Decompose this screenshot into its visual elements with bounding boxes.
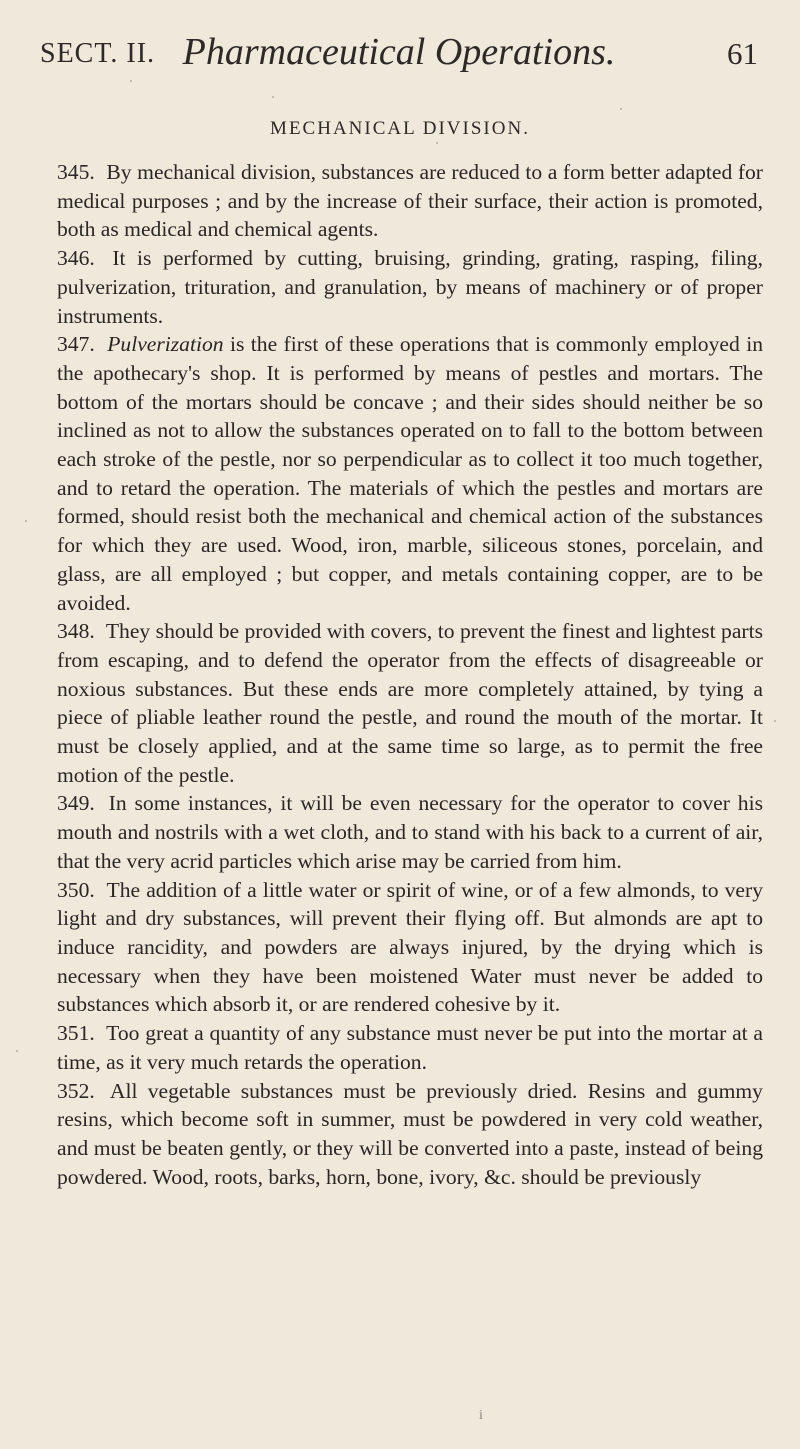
paper-speck (436, 142, 438, 144)
paragraph-348 (57, 617, 763, 789)
paper-speck (16, 1050, 18, 1052)
paragraph-text: is the first of these operations that is commonly employed in the apothecary's shop. It is performed by means of pestles and mortars. The bottom of the mortars should be concave ; and their sides should neither be so inclined as not to allow the substances operated on to fall to the bottom between each stroke of the pestle, nor so perpendicular as to collect it too much together, and to retard the operation. The materials of which the pestles and mortars are formed, should resist both the mechanical and chemical action of the substances for which they are used. Wood, iron, marble, siliceous stones, porcelain, and glass, are all employed ; but copper, and metals containing copper, are to be avoided. (57, 332, 763, 615)
paragraph-352 (57, 1077, 763, 1192)
paragraph-350 (57, 876, 763, 1020)
paper-speck (272, 96, 274, 98)
paragraph-number: 346. (57, 246, 95, 271)
paragraph-text: By mechanical division, substances are reduced to a form better adapted for medical purposes ; and by the increase of their surface, their action is promoted, both as medical and chemical agents. (57, 160, 763, 242)
paragraph-text: It is performed by cutting, bruising, grinding, grating, rasping, filing, pulverization, trituration, and granulation, by means of machinery or of proper instruments. (57, 246, 763, 328)
paper-speck (620, 108, 622, 110)
paper-speck (130, 80, 132, 82)
paragraph-number: 351. (57, 1021, 95, 1046)
section-heading: MECHANICAL DIVISION. (270, 118, 530, 139)
paper-speck (25, 520, 27, 522)
body-text (57, 158, 763, 1191)
paper-speck (774, 720, 776, 722)
paragraph-345 (57, 158, 763, 244)
paragraph-351 (57, 1019, 763, 1076)
header-section-label: SECT. II. (40, 38, 156, 69)
paragraph-text: The addition of a little water or spirit of wine, or of a few almonds, to very light and dry substances, will prevent their flying off. But almonds are apt to induce rancidity, and powders are always injured, by the drying which is necessary when they have been moistened Water must never be added to substances which absorb it, or are rendered cohesive by it. (57, 877, 763, 1017)
italic-term: Pulverization (107, 332, 224, 357)
header-title: Pharmaceutical Operations. (182, 31, 616, 73)
paragraph-347 (57, 330, 763, 617)
paragraph-text: They should be provided with covers, to prevent the finest and lightest parts from escaping, and to defend the operator from the effects of disagreeable or noxious substances. But these ends are more completely attained, by tying a piece of pliable leather round the pestle, and round the mouth of the mortar. It must be closely applied, and at the same time so large, as to permit the free motion of the pestle. (57, 619, 763, 787)
paragraph-number: 352. (57, 1078, 95, 1103)
paragraph-text: Too great a quantity of any substance must never be put into the mortar at a time, as it very much retards the operation. (57, 1021, 763, 1074)
paragraph-number: 348. (57, 619, 95, 644)
paragraph-text: In some instances, it will be even necessary for the operator to cover his mouth and nostrils with a wet cloth, and to stand with his back to a current of air, that the very acrid particles which arise may be carried from him. (57, 791, 763, 873)
paragraph-number: 350. (57, 877, 95, 902)
paragraph-346 (57, 244, 763, 330)
paragraph-number: 347. (57, 332, 95, 357)
running-header (40, 30, 758, 86)
page-number: 61 (727, 36, 758, 71)
footer-mark: i (479, 1408, 483, 1423)
paragraph-text: All vegetable substances must be previously dried. Resins and gummy resins, which become soft in summer, must be powdered in very cold weather, and must be beaten gently, or they will be converted into a paste, instead of being powdered. Wood, roots, barks, horn, bone, ivory, &c. should be previously (57, 1078, 763, 1189)
paragraph-number: 349. (57, 791, 95, 816)
paragraph-349 (57, 789, 763, 875)
paragraph-number: 345. (57, 160, 95, 184)
